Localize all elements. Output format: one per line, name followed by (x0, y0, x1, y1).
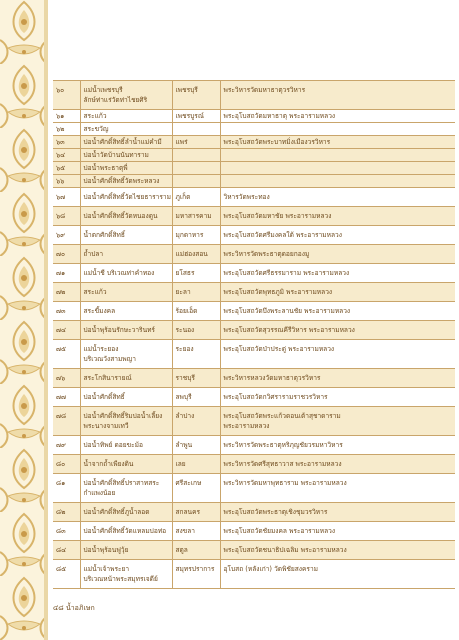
decorative-border (0, 0, 48, 640)
province: ยโสธร (172, 264, 220, 283)
table-row (53, 369, 455, 388)
row-number: ๖๐ (53, 81, 80, 110)
ceremony-temple: พระอุโบสถวัดสุวรรณคีรีวิหาร พระอารามหลวง (220, 321, 455, 340)
row-number: ๗๕ (53, 340, 80, 369)
table-row (53, 226, 455, 245)
water-source-name: น้ำตกศักดิ์สิทธิ์ (80, 226, 172, 245)
table-row (53, 522, 455, 541)
row-number: ๗๙ (53, 436, 80, 455)
ceremony-temple: พระอุโบสถวัดพระบาทมิ่งเมืองวรวิหาร (220, 136, 455, 149)
row-number: ๖๙ (53, 226, 80, 245)
table-row (53, 123, 455, 136)
water-source-name: บ่อน้ำศักดิ์สิทธิ์วัดไชยธาราราม (80, 188, 172, 207)
water-source-name: บ่อน้ำศักดิ์สิทธิ์ลำน้ำแม่คำมี (80, 136, 172, 149)
water-source-name: น้ำจากถ้ำเพียงดิน (80, 455, 172, 474)
ceremony-temple: วิหารวัดพระทอง (220, 188, 455, 207)
water-source-name: บ่อน้ำวัดบ้านนันทาราม (80, 149, 172, 162)
water-source-name: สระโกสินารายณ์ (80, 369, 172, 388)
water-source-name: บ่อน้ำศักดิ์สิทธิ์ภูน้ำลอด (80, 503, 172, 522)
page-footer (53, 603, 95, 614)
province: ศรีสะเกษ (172, 474, 220, 503)
table-row (53, 503, 455, 522)
table-row (53, 149, 455, 162)
table-row (53, 560, 455, 589)
ceremony-temple (220, 175, 455, 188)
ceremony-temple (220, 149, 455, 162)
province: ภูเก็ต (172, 188, 220, 207)
row-number: ๘๔ (53, 541, 80, 560)
ceremony-temple: พระวิหารวัดพระธาตุดอยกองมู (220, 245, 455, 264)
province: ลำปาง (172, 407, 220, 436)
table-row (53, 245, 455, 264)
province: ระนอง (172, 321, 220, 340)
province: ร้อยเอ็ด (172, 302, 220, 321)
province: แพร่ (172, 136, 220, 149)
row-number: ๖๔ (53, 149, 80, 162)
row-number: ๗๔ (53, 321, 80, 340)
province: เพชรบูรณ์ (172, 110, 220, 123)
province: เลย (172, 455, 220, 474)
water-source-name: บ่อน้ำพระธาตุพี่ (80, 162, 172, 175)
water-source-name: สระขวัญ (80, 123, 172, 136)
table-row (53, 283, 455, 302)
province: แม่ฮ่องสอน (172, 245, 220, 264)
table-row (53, 474, 455, 503)
row-number: ๗๖ (53, 369, 80, 388)
water-source-name: แม่น้ำชี บริเวณท่าคำทอง (80, 264, 172, 283)
row-number: ๗๗ (53, 388, 80, 407)
row-number: ๗๘ (53, 407, 80, 436)
water-source-name: บ่อน้ำศักดิ์สิทธิ์ (80, 388, 172, 407)
province: ระยอง (172, 340, 220, 369)
table-row (53, 436, 455, 455)
province (172, 123, 220, 136)
province: เพชรบุรี (172, 81, 220, 110)
water-source-name: แม่น้ำเจ้าพระยา บริเวณหน้าพระสมุทรเจดีย์ (80, 560, 172, 589)
province: สงขลา (172, 522, 220, 541)
province: ยะลา (172, 283, 220, 302)
ceremony-temple: อุโบสถ (หลังเก่า) วัดพิชัยสงคราม (220, 560, 455, 589)
table-row (53, 340, 455, 369)
province (172, 162, 220, 175)
province: สกลนคร (172, 503, 220, 522)
water-source-name: บ่อน้ำศักดิ์สิทธิ์วัดแหลมบ่อท่อ (80, 522, 172, 541)
province: สตูล (172, 541, 220, 560)
row-number: ๖๘ (53, 207, 80, 226)
province: สมุทรปราการ (172, 560, 220, 589)
row-number: ๖๓ (53, 136, 80, 149)
water-source-name: สระแก้ว (80, 110, 172, 123)
water-source-name: สระขี้มงคล (80, 302, 172, 321)
water-source-name: แม่น้ำระยอง บริเวณวังสามพญา (80, 340, 172, 369)
water-source-name: บ่อน้ำทิพย์ ดอยขะม้อ (80, 436, 172, 455)
ceremony-temple: พระอุโบสถวัดชนาธิปเฉลิม พระอารามหลวง (220, 541, 455, 560)
ceremony-temple: พระอุโบสถวัดพุทธภูมิ พระอารามหลวง (220, 283, 455, 302)
province (172, 175, 220, 188)
province: มหาสารคาม (172, 207, 220, 226)
ceremony-temple: พระอุโบสถวัดพระธาตุเชิงชุมวรวิหาร (220, 503, 455, 522)
table-row (53, 541, 455, 560)
table-row (53, 407, 455, 436)
water-source-name: บ่อน้ำพุร้อนฟูวุ้ย (80, 541, 172, 560)
ceremony-temple: พระอุโบสถวัดกวิศรารามราชวรวิหาร (220, 388, 455, 407)
row-number: ๗๑ (53, 264, 80, 283)
row-number: ๘๕ (53, 560, 80, 589)
ceremony-temple: พระวิหารวัดพระธาตุหริภุญชัยวรมหาวิหาร (220, 436, 455, 455)
ceremony-temple: พระอุโบสถวัดป่าประดู่ พระอารามหลวง (220, 340, 455, 369)
ceremony-temple: พระวิหารวัดศรีสุทธาวาส พระอารามหลวง (220, 455, 455, 474)
ceremony-temple: พระอุโบสถวัดศรีธรรมาราม พระอารามหลวง (220, 264, 455, 283)
table-row (53, 302, 455, 321)
province: ราชบุรี (172, 369, 220, 388)
table-row (53, 207, 455, 226)
ceremony-temple: พระอุโบสถวัดบึงพระลานชัย พระอารามหลวง (220, 302, 455, 321)
province: ลำพูน (172, 436, 220, 455)
row-number: ๘๐ (53, 455, 80, 474)
water-sources-table (53, 80, 455, 589)
book-title: น้ำอภิเษก (65, 604, 95, 612)
province (172, 149, 220, 162)
ceremony-temple: พระอุโบสถวัดศรีมงคลใต้ พระอารามหลวง (220, 226, 455, 245)
row-number: ๖๗ (53, 188, 80, 207)
table-row (53, 162, 455, 175)
ceremony-temple (220, 123, 455, 136)
row-number: ๗๓ (53, 302, 80, 321)
table-row (53, 455, 455, 474)
water-source-name: บ่อน้ำศักดิ์สิทธิ์ริมบ่อน้ำเลี้ยง พระนางจามเทวี (80, 407, 172, 436)
ceremony-temple: พระอุโบสถวัดพระแก้วดอนเต้าสุชาดาราม พระอารามหลวง (220, 407, 455, 436)
ceremony-temple: พระวิหารหลวงวัดมหาธาตุวรวิหาร (220, 369, 455, 388)
ceremony-temple: พระอุโบสถวัดมหาชัย พระอารามหลวง (220, 207, 455, 226)
table-row (53, 136, 455, 149)
water-source-name: บ่อน้ำศักดิ์สิทธิ์วัดหนองดูน (80, 207, 172, 226)
row-number: ๖๒ (53, 123, 80, 136)
page-number: ๔๘ (53, 604, 64, 612)
province: ลพบุรี (172, 388, 220, 407)
water-source-name: ถ้ำปลา (80, 245, 172, 264)
ceremony-temple: พระอุโบสถวัดชัยมงคล พระอารามหลวง (220, 522, 455, 541)
ceremony-temple: พระวิหารวัดมหาธาตุวรวิหาร (220, 81, 455, 110)
water-source-name: บ่อน้ำศักดิ์สิทธิ์ปราสาทสระ กำแพงน้อย (80, 474, 172, 503)
water-source-name: แม่น้ำเพชรบุรี ลักษ์ท่าแร่วัดท่าไชยศิริ (80, 81, 172, 110)
table-row (53, 81, 455, 110)
row-number: ๗๒ (53, 283, 80, 302)
row-number: ๖๖ (53, 175, 80, 188)
row-number: ๘๑ (53, 474, 80, 503)
province: มุกดาหาร (172, 226, 220, 245)
table-row (53, 264, 455, 283)
row-number: ๗๐ (53, 245, 80, 264)
row-number: ๖๑ (53, 110, 80, 123)
row-number: ๘๒ (53, 503, 80, 522)
ceremony-temple: พระอุโบสถวัดมหาธาตุ พระอารามหลวง (220, 110, 455, 123)
water-source-name: บ่อน้ำศักดิ์สิทธิ์วัดพระหลวง (80, 175, 172, 188)
table-row (53, 175, 455, 188)
table-row (53, 388, 455, 407)
table-row (53, 110, 455, 123)
water-source-name: สระแก้ว (80, 283, 172, 302)
ceremony-temple (220, 162, 455, 175)
row-number: ๘๓ (53, 522, 80, 541)
row-number: ๖๕ (53, 162, 80, 175)
ceremony-temple: พระวิหารวัดมหาพุทธาราม พระอารามหลวง (220, 474, 455, 503)
water-source-name: บ่อน้ำพุร้อนรักษะวารินทร์ (80, 321, 172, 340)
table-row (53, 321, 455, 340)
table-row (53, 188, 455, 207)
